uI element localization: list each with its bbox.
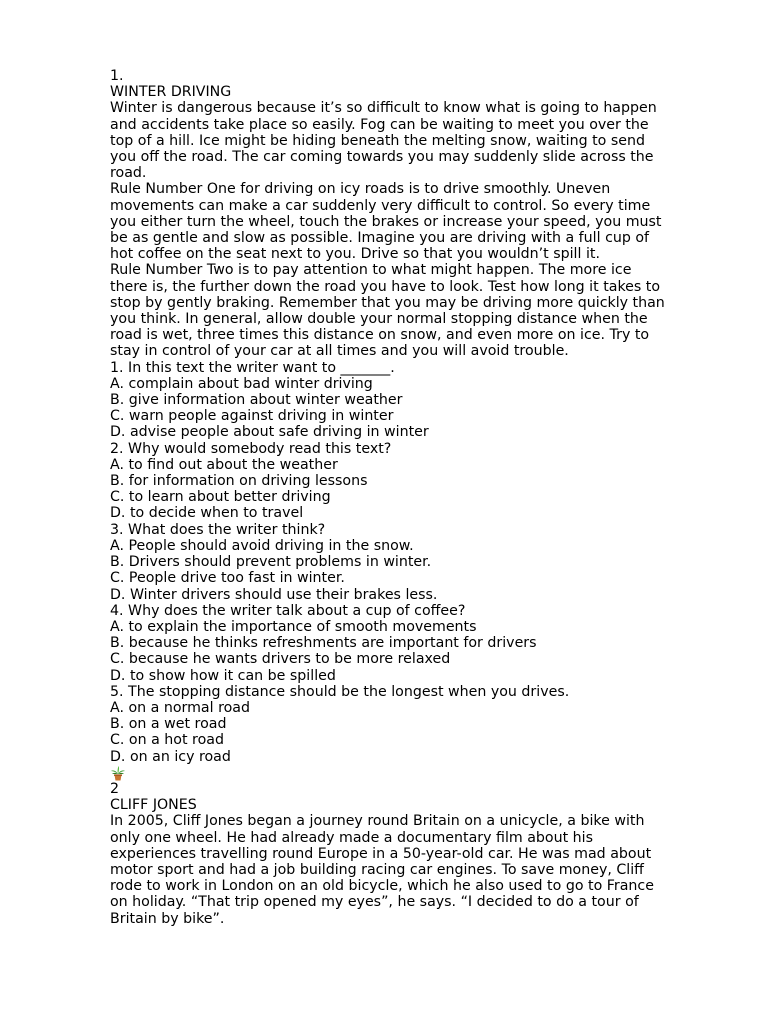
document-page [110,68,710,927]
answer-option: D. Winter drivers should use their brakes less. [110,586,438,603]
answer-option: A. People should avoid driving in the snow. [110,537,414,554]
passage-line: Britain by bike”. [110,910,225,927]
question-text: 2. Why would somebody read this text? [110,440,392,457]
passage-line: experiences travelling round Europe in a 50-year-old car. He was mad about [110,845,652,862]
passage-line: there is, the further down the road you have to look. Test how long it takes to [110,278,661,295]
answer-option: A. to find out about the weather [110,456,338,473]
answer-option: B. on a wet road [110,716,227,733]
passage-line: Winter is dangerous because it’s so difficult to know what is going to happen [110,100,657,117]
answer-option: A. on a normal road [110,699,250,716]
passage-line: road. [110,165,147,182]
question-text: 3. What does the writer think? [110,521,326,538]
passage-line: stay in control of your car at all times and you will avoid trouble. [110,343,569,360]
answer-option: B. because he thinks refreshments are important for drivers [110,635,537,652]
answer-option: D. to decide when to travel [110,505,304,522]
answer-option: A. to explain the importance of smooth movements [110,618,477,635]
answer-option: D. advise people about safe driving in winter [110,424,429,441]
passage-line: road is wet, three times this distance on snow, and even more on ice. Try to [110,327,650,344]
answer-option: C. on a hot road [110,732,224,749]
answer-option: D. on an icy road [110,748,231,765]
question-text: 5. The stopping distance should be the longest when you drives. [110,683,570,700]
passage-line: you off the road. The car coming towards you may suddenly slide across the [110,149,654,166]
answer-option: C. because he wants drivers to be more relaxed [110,651,451,668]
answer-option: C. People drive too fast in winter. [110,570,345,587]
passage-line: motor sport and had a job building racing car engines. To save money, Cliff [110,861,644,878]
answer-option: D. to show how it can be spilled [110,667,336,684]
passage-line: only one wheel. He had already made a documentary film about his [110,829,593,846]
passage-line: you either turn the wheel, touch the brakes or increase your speed, you must [110,213,662,230]
section-title: WINTER DRIVING [110,84,232,101]
answer-option: C. warn people against driving in winter [110,408,394,425]
answer-option: B. Drivers should prevent problems in winter. [110,554,432,571]
passage-line: and accidents take place so easily. Fog can be waiting to meet you over the [110,116,649,133]
passage-line: Rule Number One for driving on icy roads is to drive smoothly. Uneven [110,181,611,198]
passage-line: stop by gently braking. Remember that you may be driving more quickly than [110,294,665,311]
potted-plant-icon [110,765,710,781]
passage-line: movements can make a car suddenly very difficult to control. So every time [110,197,651,214]
section-title: CLIFF JONES [110,797,197,814]
question-text: 1. In this text the writer want to _______. [110,359,395,376]
passage-line: you think. In general, allow double your normal stopping distance when the [110,311,648,328]
passage-line: Rule Number Two is to pay attention to what might happen. The more ice [110,262,632,279]
section-number: 2 [110,780,120,797]
passage-line: top of a hill. Ice might be hiding beneath the melting snow, waiting to send [110,132,645,149]
passage-line: be as gentle and slow as possible. Imagine you are driving with a full cup of [110,230,650,247]
question-text: 4. Why does the writer talk about a cup of coffee? [110,602,466,619]
answer-option: B. for information on driving lessons [110,473,368,490]
passage-line: on holiday. “That trip opened my eyes”, he says. “I decided to do a tour of [110,894,639,911]
passage-line: hot coffee on the seat next to you. Drive so that you wouldn’t spill it. [110,246,600,263]
answer-option: C. to learn about better driving [110,489,331,506]
answer-option: A. complain about bad winter driving [110,375,373,392]
passage-line: In 2005, Cliff Jones began a journey round Britain on a unicycle, a bike with [110,813,645,830]
section-number: 1. [110,68,124,84]
answer-option: B. give information about winter weather [110,392,403,409]
passage-line: rode to work in London on an old bicycle, which he also used to go to France [110,878,654,895]
